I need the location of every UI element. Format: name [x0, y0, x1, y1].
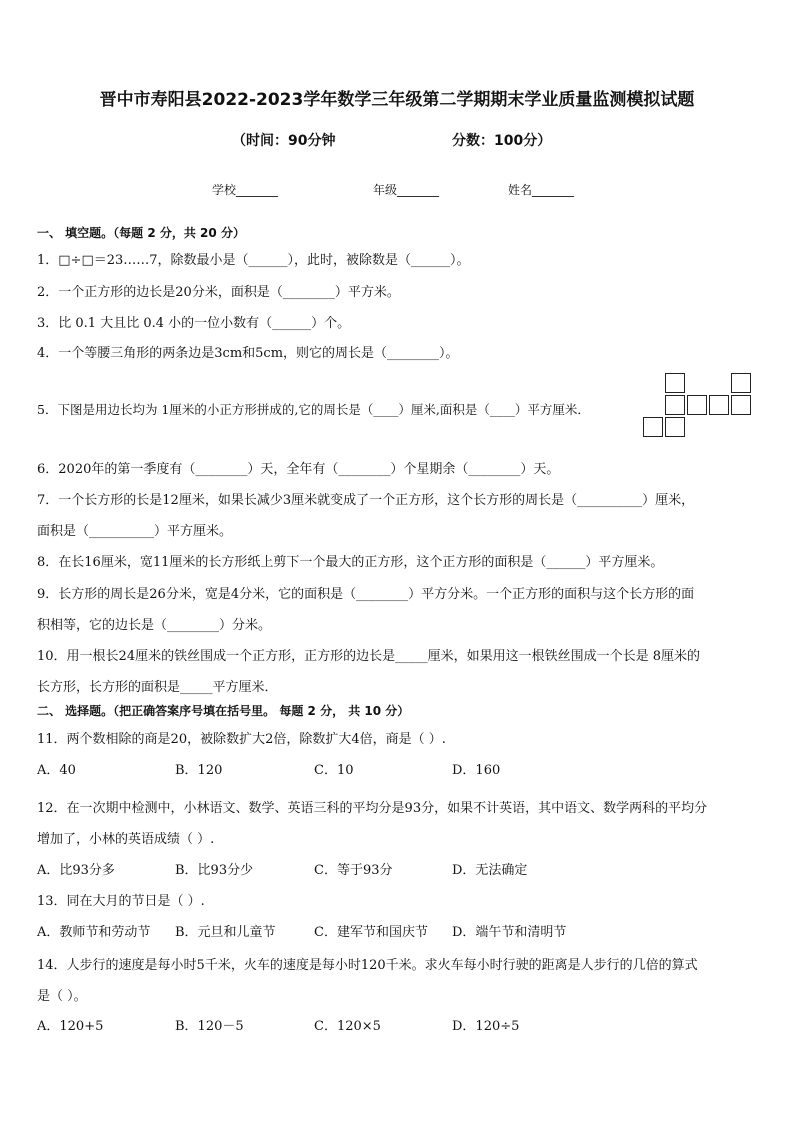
- question-9-line-1: 9．长方形的周长是26分米，宽是4分米，它的面积是（________）平方分米。一个正方形的面积与这个长方形的面: [37, 587, 695, 602]
- figure-square: [665, 417, 685, 437]
- exam-score: 分数：100分）: [452, 133, 552, 149]
- q11-option-b: B．120: [175, 763, 223, 778]
- name-field: 姓名_______: [508, 183, 575, 197]
- q11-option-c: C．10: [314, 763, 354, 778]
- q13-option-b: B．元旦和儿童节: [175, 925, 276, 940]
- question-10-line-1: 10．用一根长24厘米的铁丝围成一个正方形，正方形的边长是_____厘米，如果用这一根铁丝围成一个长是 8厘米的: [37, 649, 700, 664]
- question-3: 3．比 0.1 大且比 0.4 小的一位小数有（______）个。: [37, 316, 351, 331]
- question-7-line-2: 面积是（__________）平方厘米。: [37, 524, 233, 539]
- question-14-line-2: 是（ ）。: [37, 989, 87, 1004]
- school-field: 学校_______: [212, 183, 279, 197]
- figure-square: [687, 395, 707, 415]
- figure-square: [665, 373, 685, 393]
- question-7-line-1: 7．一个长方形的长是12厘米，如果长减少3厘米就变成了一个正方形，这个长方形的周长是（__________）厘米，: [37, 493, 695, 508]
- figure-square: [665, 395, 685, 415]
- q12-option-a: A．比93分多: [37, 863, 115, 878]
- question-10-line-2: 长方形，长方形的面积是_____平方厘米．: [37, 680, 278, 695]
- q14-option-b: B．120－5: [175, 1019, 244, 1034]
- question-8: 8．在长16厘米，宽11厘米的长方形纸上剪下一个最大的正方形，这个正方形的面积是（______）平方厘米。: [37, 555, 664, 570]
- section-choice-heading: 二、 选择题。（把正确答案序号填在括号里。 每题 2 分， 共 10 分）: [37, 704, 410, 718]
- question-13: 13．同在大月的节日是（ ）.: [37, 894, 205, 909]
- q12-option-c: C．等于93分: [314, 863, 393, 878]
- q13-option-a: A．教师节和劳动节: [37, 925, 151, 940]
- exam-title: 晋中市寿阳县2022-2023学年数学三年级第二学期期末学业质量监测模拟试题: [99, 90, 695, 110]
- question-6: 6．2020年的第一季度有（________）天，全年有（________）个星期余（________）天。: [37, 462, 560, 477]
- question-5: 5．下图是用边长均为 1厘米的小正方形拼成的,它的周长是（____）厘米,面积是（____）平方厘米．: [37, 402, 590, 417]
- question-2: 2．一个正方形的边长是20分米，面积是（________）平方米。: [37, 285, 400, 300]
- figure-square: [731, 395, 751, 415]
- q14-option-c: C．120×5: [314, 1019, 381, 1034]
- question-4: 4．一个等腰三角形的两条边是3cm和5cm，则它的周长是（________）。: [37, 346, 459, 361]
- figure-square: [643, 417, 663, 437]
- q13-option-c: C．建军节和国庆节: [314, 925, 428, 940]
- q14-option-a: A．120+5: [37, 1019, 104, 1034]
- question-9-line-2: 积相等，它的边长是（________）分米。: [37, 618, 272, 633]
- q12-option-d: D．无法确定: [452, 863, 528, 878]
- q13-option-d: D．端午节和清明节: [452, 925, 567, 940]
- figure-square: [709, 395, 729, 415]
- question-12-line-2: 增加了，小林的英语成绩（ ）.: [37, 832, 215, 847]
- grade-field: 年级_______: [373, 183, 440, 197]
- question-1: 1．□÷□＝23……7，除数最小是（______），此时，被除数是（______）。: [37, 253, 470, 268]
- question-12-line-1: 12．在一次期中检测中，小林语文、数学、英语三科的平均分是93分，如果不计英语，其中语文、数学两科的平均分: [37, 801, 708, 816]
- section-fill-in-heading: 一、 填空题。（每题 2 分，共 20 分）: [37, 226, 245, 240]
- exam-time: （时间：90分钟: [232, 133, 336, 149]
- q11-option-d: D．160: [452, 763, 501, 778]
- figure-square: [731, 373, 751, 393]
- question-14-line-1: 14．人步行的速度是每小时5千米，火车的速度是每小时120千米。求火车每小时行驶的距离是人步行的几倍的算式: [37, 958, 698, 973]
- question-11: 11．两个数相除的商是20，被除数扩大2倍，除数扩大4倍，商是（ ）.: [37, 732, 446, 747]
- q11-option-a: A．40: [37, 763, 76, 778]
- q12-option-b: B．比93分少: [175, 863, 254, 878]
- q14-option-d: D．120÷5: [452, 1019, 520, 1034]
